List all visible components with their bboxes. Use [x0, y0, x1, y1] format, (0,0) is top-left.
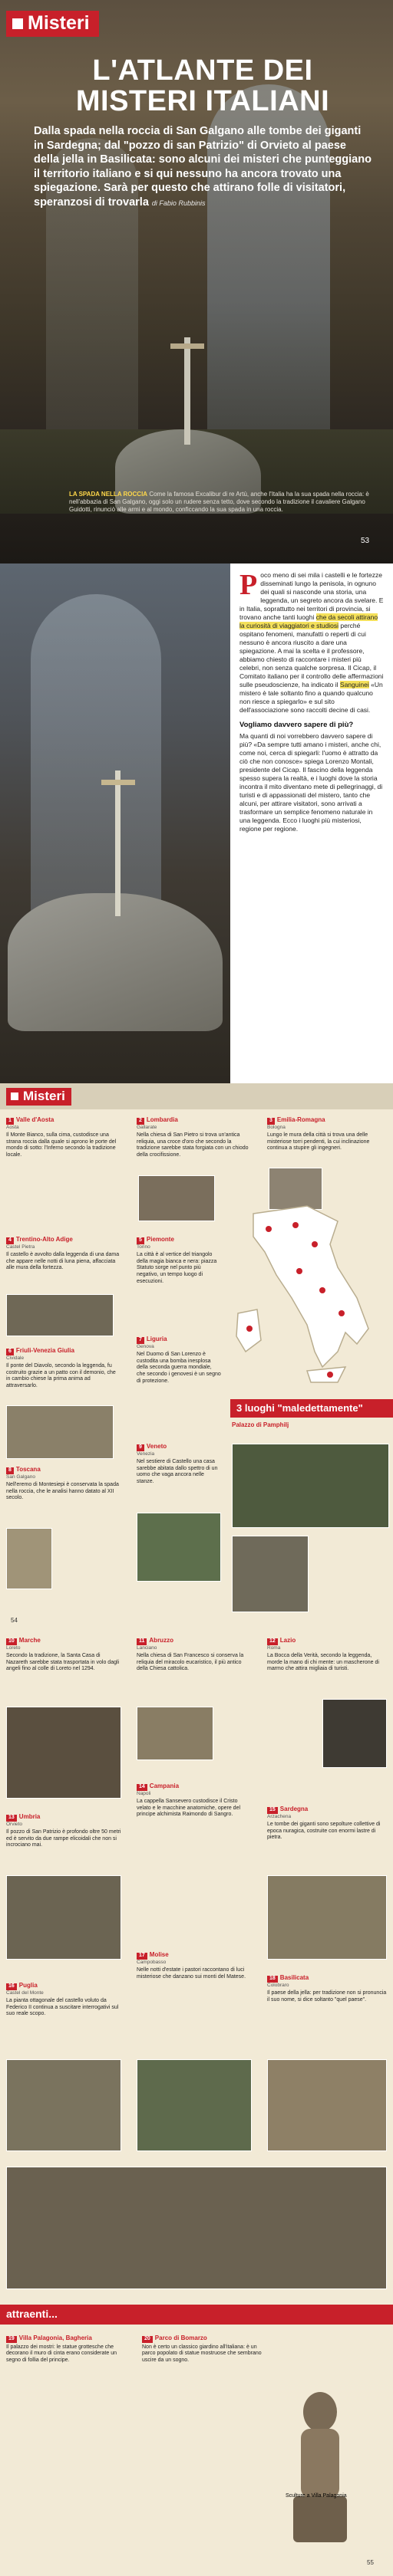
entry-location: Castel Pietra — [6, 1244, 35, 1250]
wide-photo — [6, 2167, 387, 2289]
entry — [137, 1117, 252, 1159]
entry — [137, 1783, 252, 1819]
entry — [6, 1814, 121, 1849]
entry-location: Genova — [137, 1343, 154, 1349]
entry-number: 20 — [142, 2336, 153, 2343]
entry-number: 12 — [267, 1638, 278, 1645]
para2: Ma quanti di noi vorrebbero davvero sapere di più? «Da sempre tutti amano i misteri, anche chi, come noi, cerca di spiegarli: l'uomo è attratto da ciò che non conosce» spiega Lorenzo Montali, presidente del Cicap. Il fascino della leggenda spesso supera la realtà, e i luoghi dove la storia incontra il mito diventano mete di pellegrinaggi, di turisti e di appassionati del mistero, tanto che alcuni, per attirare visitatori, sono arrivati a trasformare un semplice fenomeno naturale in una leggenda. Ecco i luoghi più misteriosi, regione per regione. — [239, 732, 383, 833]
section-label-text: Misteri — [28, 12, 90, 34]
entry-title: Trentino-Alto Adige — [15, 1236, 73, 1243]
entry-number: 13 — [6, 1815, 17, 1822]
entry-title: Toscana — [15, 1466, 41, 1473]
thumbnail — [6, 1875, 121, 1960]
entry — [137, 1638, 252, 1673]
thumbnail — [137, 2059, 252, 2151]
entry-number: 17 — [137, 1953, 147, 1960]
section-square-icon — [12, 18, 23, 29]
entry-title: Villa Palagonia, Bagheria — [18, 2334, 92, 2341]
article-text — [232, 564, 393, 1083]
luoghi-title: Palazzo di Pamphilj — [232, 1421, 289, 1428]
entry-text: Nell'eremo di Montesiepi è conservata la spada nella roccia, che le analisi hanno datato al XII secolo. — [6, 1482, 119, 1501]
section-square-icon — [11, 1092, 18, 1100]
page-number: 54 — [11, 1617, 18, 1624]
photo-caption — [69, 491, 384, 514]
entry-location: Castel del Monte — [6, 1990, 44, 1996]
entry-location: Colobraro — [267, 1982, 289, 1988]
entry-number: 6 — [6, 1349, 14, 1355]
entry-location: Campobasso — [137, 1959, 167, 1965]
entry-number: 3 — [267, 1118, 275, 1125]
article-page — [0, 564, 393, 1083]
entry-title: Parco di Bomarzo — [154, 2334, 207, 2341]
entry-text: Il castello è avvolto dalla leggenda di una dama che appare nelle notti di luna piena, affacciata alle mura della fortezza. — [6, 1252, 120, 1271]
entry — [137, 1336, 221, 1385]
entry-text: Secondo la tradizione, la Santa Casa di Nazareth sarebbe stata trasportata in volo dagli angeli fino al colle di Loreto nel 1294. — [6, 1653, 120, 1672]
byline: di Fabio Rubbinis — [151, 199, 206, 207]
page-title: L'ATLANTE DEI MISTERI ITALIANI — [75, 54, 330, 117]
thumbnail — [137, 1707, 213, 1760]
entry-text: Il paese della jella: per tradizione non si pronuncia il suo nome, si dice soltanto "quel paese". — [267, 1990, 387, 2003]
entry-location: Lanciano — [137, 1644, 157, 1651]
attr-entry — [6, 2335, 129, 2364]
entry-title: Abruzzo — [149, 1637, 173, 1644]
hero-page — [0, 0, 393, 564]
lead-paragraph — [34, 124, 372, 210]
entry-text: Nel Duomo di San Lorenzo è custodita una bomba inesplosa della seconda guerra mondiale, che secondo i genovesi è un segno di protezione. — [137, 1352, 221, 1384]
entry — [6, 1117, 121, 1159]
entry — [137, 1952, 252, 1980]
photo-guard — [101, 780, 135, 785]
entry-text: La città è al vertice del triangolo della magia bianca e nera: piazza Statuto sorge nel punto più negativo, un tempo luogo di esecuzioni. — [137, 1252, 217, 1284]
drop-cap: P — [239, 569, 258, 601]
subheading: Vogliamo davvero sapere di più? — [239, 721, 354, 729]
entry-location: Napoli — [137, 1790, 151, 1796]
caption-label: LA SPADA NELLA ROCCIA — [69, 491, 148, 498]
entry-title: Valle d'Aosta — [15, 1116, 54, 1123]
entry-text: Nelle notti d'estate i pastori raccontano di luci misteriose che danzano sui monti del Matese. — [137, 1967, 246, 1980]
entry — [267, 1638, 387, 1673]
atlas-page-2 — [0, 1630, 393, 2576]
caption-text: Come la famosa Excalibur di re Artù, anche l'Italia ha la sua spada nella roccia: è nell'abbazia di San Galgano, oggi solo un rudere senza tetto, dove secondo la tradizione il cavaliere Galgano Guidotti, rinunciò alle armi e al mondo, conficcando la sua spada in una roccia. — [69, 491, 369, 513]
entry-number: 5 — [137, 1237, 144, 1244]
entry-title: Veneto — [146, 1443, 167, 1450]
entry-title: Liguria — [146, 1336, 167, 1342]
entry-number: 15 — [267, 1807, 278, 1814]
page-header — [0, 1083, 393, 1109]
thumbnail — [232, 1536, 309, 1612]
entry-title: Piemonte — [146, 1236, 174, 1243]
entry-location: San Galgano — [6, 1474, 35, 1480]
photo-arch — [31, 594, 161, 924]
entry-number: 9 — [137, 1444, 144, 1451]
entry-number: 4 — [6, 1237, 14, 1244]
entry-location: Torino — [137, 1244, 150, 1250]
entry-title: Emilia-Romagna — [276, 1116, 325, 1123]
italy-map — [223, 1198, 376, 1390]
entry-number: 19 — [6, 2336, 17, 2343]
entry — [6, 1983, 121, 2018]
entry-location: Roma — [267, 1644, 281, 1651]
thumbnail — [6, 2059, 121, 2151]
entry-text: La pianta ottagonale del castello voluto da Federico II continua a suscitare interrogativi sul suo reale scopo. — [6, 1998, 119, 2017]
entry-number: 10 — [6, 1638, 17, 1645]
thumbnail — [232, 1444, 389, 1528]
entry-title: Basilicata — [279, 1974, 309, 1981]
statue-image — [278, 2381, 362, 2550]
section-label-text: Misteri — [23, 1089, 65, 1103]
entry-number: 11 — [137, 1638, 147, 1645]
entry-text: Nel sestiere di Castello una casa sarebbe abitata dallo spettro di un uomo che vaga ancora nelle stanze. — [137, 1459, 218, 1484]
entry — [267, 1806, 387, 1842]
entry-text: Le tombe dei giganti sono sepolture collettive di epoca nuragica, costruite con enormi lastre di pietra. — [267, 1822, 381, 1841]
thumbnail — [6, 1405, 114, 1459]
entry-text: Nella chiesa di San Francesco si conserva la reliquia del miracolo eucaristico, il più antico della Chiesa cattolica. — [137, 1653, 244, 1672]
entry-number: 14 — [137, 1784, 147, 1791]
section-label — [6, 1088, 71, 1106]
entry-number: 2 — [137, 1118, 144, 1125]
entry-title: Sardegna — [279, 1806, 309, 1812]
entry-text: Non è certo un classico giardino all'italiana: è un parco popolato di statue mostruose che sembrano uscire da un sogno. — [142, 2344, 262, 2363]
entry-location: Loreto — [6, 1644, 21, 1651]
entry-text: Nella chiesa di San Pietro si trova un'antica reliquia, una croce d'oro che secondo la tradizione sarebbe stata forgiata con un chiodo della crocifissione. — [137, 1132, 249, 1158]
thumbnail — [322, 1699, 387, 1768]
entry-title: Molise — [149, 1951, 169, 1958]
section-label — [6, 11, 99, 37]
luoghi-banner: 3 luoghi "maledettamente" — [230, 1399, 393, 1418]
thumbnail — [267, 2059, 387, 2151]
entry-text: La Bocca della Verità, secondo la leggenda, morde la mano di chi mente: un mascherone di marmo che attira migliaia di turisti. — [267, 1653, 379, 1672]
entry-title: Umbria — [18, 1813, 41, 1820]
sword-photo — [0, 564, 230, 1083]
photo-blade — [115, 770, 121, 916]
entry-location: Gallarate — [137, 1124, 157, 1130]
entry — [137, 1444, 221, 1486]
thumbnail — [138, 1175, 215, 1221]
entry-location: Aosta — [6, 1124, 19, 1130]
entry-text: Il palazzo dei mostri: le statue grottesche che decorano il muro di cinta erano considerate un segno di follia del principe. — [6, 2344, 117, 2363]
entry-location: Cividale — [6, 1355, 25, 1361]
entry — [137, 1237, 221, 1285]
entry-title: Lazio — [279, 1637, 296, 1644]
thumbnail — [267, 1875, 387, 1960]
entry-location: Venezia — [137, 1451, 155, 1457]
entry — [267, 1117, 387, 1152]
entry — [6, 1638, 121, 1673]
luoghi-entry — [232, 1422, 389, 1430]
entry-text: Il ponte del Diavolo, secondo la leggenda, fu costruito grazie a un patto con il demonio, che in cambio chiese la prima anima ad attraversarlo. — [6, 1363, 116, 1388]
entry-number: 1 — [6, 1118, 14, 1125]
attraenti-label: attraenti... — [6, 2308, 58, 2320]
para1-end: perché ospitano fenomeni, manufatti o reperti di cui nessuno è ancora riuscito a dare una spiegazione. A mai la scelta e il professore, abbiamo chiesto di raccontare i misteri più celebri, non senza qualche sorpresa. Il Cicap, il Comitato italiano per il controllo delle affermazioni sulle pseudoscienze, ha indicato il — [239, 622, 384, 688]
entry-title: Campania — [149, 1783, 180, 1789]
entry-number: 7 — [137, 1337, 144, 1344]
entry-title: Marche — [18, 1637, 41, 1644]
entry-title: Lombardia — [146, 1116, 178, 1123]
entry — [6, 1348, 121, 1390]
entry — [267, 1975, 387, 2003]
thumbnail — [6, 1294, 114, 1336]
entry-location: Bologna — [267, 1124, 286, 1130]
entry-text: Lungo le mura della città si trova una delle misteriose torri pendenti, la cui inclinazione continua a stupire gli ingegneri. — [267, 1132, 370, 1152]
entry-location: Arzachena — [267, 1813, 292, 1819]
highlight-1: che da secoli attirano la curiosità di viaggiatori e studiosi — [239, 613, 378, 629]
entry — [6, 1467, 121, 1502]
statue-caption: Sculture a Villa Palagonia — [286, 2493, 347, 2499]
entry-text: La cappella Sansevero custodisce il Cristo velato e le macchine anatomiche, opere del principe alchimista Raimondo di Sangro. — [137, 1799, 241, 1818]
atlas-page-1 — [0, 1083, 393, 1630]
lead-text: Dalla spada nella roccia di San Galgano alle tombe dei giganti in Sardegna; dal "pozzo di san Patrizio" di Orvieto al paese della jella in Basilicata: sono alcuni dei misteri che punteggiano il territorio italiano e si qui nessuno ha ancora trovato una spiegazione. Sarà per questo che attirano folle di visitatori, speranzosi di trovarla — [34, 125, 372, 209]
entry-title: Puglia — [18, 1982, 38, 1989]
entry-location: Orvieto — [6, 1821, 22, 1827]
highlight-2: Sanguinei — [339, 681, 369, 688]
page-number: 53 — [361, 537, 370, 545]
para1-end2: «Un mistero è tale soltanto fino a quando qualcuno non riesce a spiegarlo» e sul sito dell'associazione sono raccolti decine di casi. — [239, 681, 383, 714]
sword-blade — [184, 337, 190, 445]
entry-text: Il pozzo di San Patrizio è profondo oltre 50 metri ed è servito da due rampe elicoidali che non si incrociano mai. — [6, 1829, 121, 1848]
entry-number: 8 — [6, 1467, 14, 1474]
entry — [6, 1237, 121, 1272]
attr-entry — [142, 2335, 269, 2364]
sword-hilt — [170, 343, 204, 349]
entry-text: Il Monte Bianco, sulla cima, custodisce una strana roccia dalla quale si aprono le porte del mondo di sotto: l'Inferno secondo la tradizione locale. — [6, 1132, 117, 1158]
entry-number: 16 — [6, 1983, 17, 1990]
para1: oco meno di sei mila i castelli e le fortezze disseminati lungo la penisola, in ognuno dei quali si nasconde una storia, una leggenda, un segreto ancora da svelare. E in Italia, soprattutto nei territori di provincia, si trovano anche tanti luoghi — [239, 571, 384, 621]
page-number: 55 — [367, 2559, 374, 2566]
thumbnail — [137, 1513, 221, 1582]
entry-title: Friuli-Venezia Giulia — [15, 1347, 74, 1354]
entry-number: 18 — [267, 1976, 278, 1983]
thumbnail — [6, 1528, 52, 1589]
thumbnail — [6, 1707, 121, 1799]
attraenti-banner — [0, 2305, 393, 2325]
